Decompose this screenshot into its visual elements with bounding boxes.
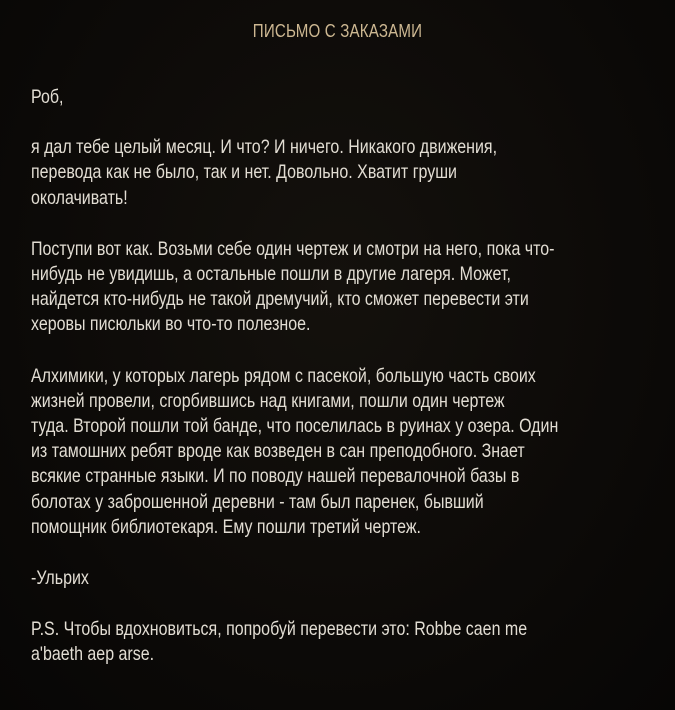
paragraph-line: помощник библиотекаря. Ему пошли третий чертеж. — [31, 515, 421, 538]
postscript-line: P.S. Чтобы вдохновиться, попробуй перевести это: Robbe caen me — [31, 618, 528, 641]
paragraph-line: Алхимики, у которых лагерь рядом с пасекой, большую часть своих — [31, 364, 536, 387]
letter-signature — [31, 566, 657, 591]
letter-paragraph-2 — [31, 237, 657, 338]
greeting-line: Роб, — [31, 86, 64, 108]
paragraph-line: туда. Второй пошли той банде, что поселилась в руинах у озера. Один — [31, 415, 559, 438]
paragraph-line: из тамошних ребят вроде как возведен в сан преподобного. Знает — [31, 440, 525, 463]
paragraph-line: херовы писюльки во что-то полезное. — [31, 313, 311, 336]
letter-postscript — [31, 617, 657, 667]
paragraph-line: всякие странные языки. И по поводу нашей перевалочной базы в — [31, 465, 520, 488]
paragraph-line: нибудь не увидишь, а остальные пошли в другие лагеря. Может, — [31, 263, 511, 286]
letter-paragraph-1 — [31, 135, 657, 211]
paragraph-line: околачивать! — [31, 186, 128, 209]
signature-line: -Ульрих — [31, 567, 89, 590]
postscript-line: a'baeth aep arse. — [31, 643, 155, 666]
paragraph-line: жизней провели, сгорбившись над книгами, пошли один чертеж — [31, 389, 505, 412]
letter-greeting — [31, 85, 657, 110]
letter-body — [31, 85, 657, 668]
paragraph-line: болотах у заброшенной деревни - там был паренек, бывший — [31, 490, 484, 513]
paragraph-line: я дал тебе целый месяц. И что? И ничего. Никакого движения, — [31, 136, 498, 159]
letter-paragraph-3 — [31, 364, 657, 540]
paragraph-line: перевода как не было, так и нет. Довольно. Хватит груши — [31, 161, 458, 184]
paragraph-line: Поступи вот как. Возьми себе один чертеж и смотри на него, пока что- — [31, 237, 555, 260]
letter-title: ПИСЬМО С ЗАКАЗАМИ — [252, 21, 423, 41]
paragraph-line: найдется кто-нибудь не такой дремучий, кто сможет перевести эти — [31, 288, 529, 311]
